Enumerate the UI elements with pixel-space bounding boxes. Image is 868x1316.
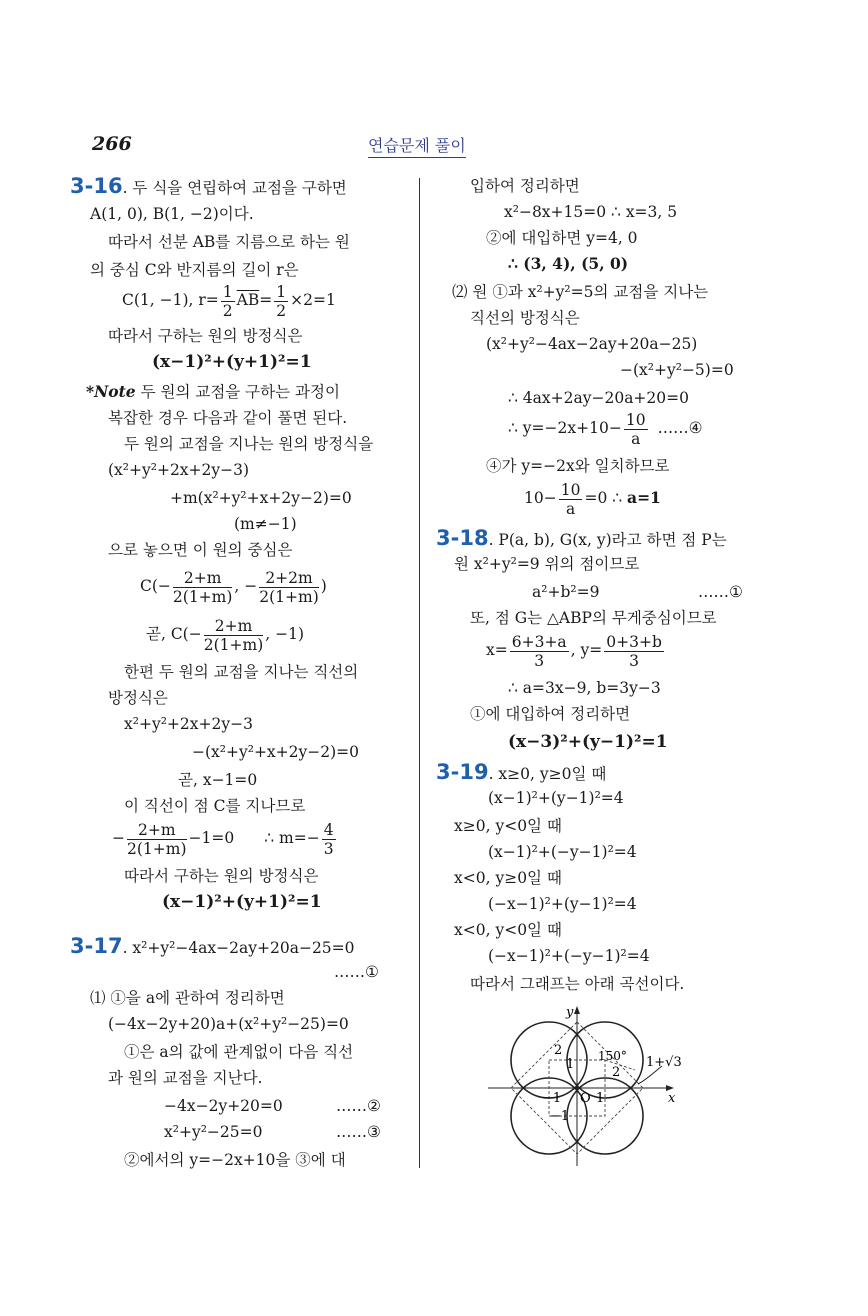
- text-line: 으로 놓으면 이 원의 중심은: [108, 541, 293, 559]
- equation-line: (−x−1)²+(−y−1)²=4: [488, 947, 650, 965]
- text-line: A(1, 0), B(1, −2)이다.: [90, 205, 254, 223]
- label-150: 150°: [598, 1049, 627, 1063]
- label-1-right: 1: [596, 1091, 605, 1106]
- text-line: 따라서 선분 AB를 지름으로 하는 원: [108, 233, 350, 251]
- text-line: 직선의 방정식은: [470, 309, 580, 327]
- y-axis-arrow: [574, 1006, 580, 1014]
- problem-3-17-line-1: 3-17. x²+y²−4ax−2ay+20a−25=0: [70, 934, 355, 958]
- problem-3-18-line-1: 3-18. P(a, b), G(x, y)라고 하면 점 P는: [436, 526, 727, 550]
- equation-line: (x−1)²+(y−1)²=4: [488, 789, 624, 807]
- equation-line: − $\frac{2+m}{2(1+m)}$ −1=0 ∴ m=− $\frac{4}{3}$: [112, 820, 334, 858]
- text-line: ④가 y=−2x와 일치하므로: [486, 457, 670, 475]
- equation-line: (x²+y²−4ax−2ay+20a−25): [486, 335, 698, 353]
- note-line: *Note 두 원의 교점을 구하는 과정이: [86, 382, 340, 401]
- text-line: ⑵ 원 ①과 x²+y²=5의 교점을 지나는: [452, 283, 709, 301]
- equation-line: x²−8x+15=0 ∴ x=3, 5: [504, 203, 678, 221]
- label-neg1-bottom: −1: [550, 1109, 570, 1124]
- problem-number: 3-16: [70, 174, 123, 198]
- text-line: 이 직선이 점 C를 지나므로: [124, 797, 306, 815]
- label-root: 1+√3: [646, 1055, 682, 1070]
- four-circle-graph: [480, 1000, 700, 1170]
- text-line: 과 원의 교점을 지난다.: [108, 1069, 263, 1087]
- equation-line: ∴ y=−2x+10− $\frac{10}{a}$ ……④: [508, 410, 703, 448]
- equation-line: (m≠−1): [234, 515, 297, 533]
- origin-label: O: [580, 1091, 591, 1106]
- problem-3-19-line-1: 3-19. x≥0, y≥0일 때: [436, 760, 607, 784]
- text-line: ⑴ ①을 a에 관하여 정리하면: [90, 989, 285, 1007]
- text-line: 복잡한 경우 다음과 같이 풀면 된다.: [108, 409, 348, 427]
- text-line: x<0, y≥0일 때: [454, 869, 562, 887]
- text-line: 또, 점 G는 △ABP의 무게중심이므로: [470, 609, 717, 627]
- answer: ∴ (3, 4), (5, 0): [508, 254, 629, 273]
- equation-tag: ……③: [336, 1123, 381, 1141]
- equation-line: ∴ a=3x−9, b=3y−3: [508, 679, 661, 697]
- page-number: 266: [92, 133, 132, 155]
- column-divider: [419, 178, 420, 1168]
- x-axis-label: x: [668, 1091, 676, 1106]
- equation-line: x= $\frac{6+3+a}{3}$ , y= $\frac{0+3+b}{3}$: [486, 632, 662, 670]
- y-axis-label: y: [566, 1005, 574, 1020]
- equation-line: 곧, C(− $\frac{2+m}{2(1+m)}$ , −1): [146, 616, 304, 654]
- text-line: 한편 두 원의 교점을 지나는 직선의: [124, 663, 359, 681]
- problem-number: 3-18: [436, 526, 489, 550]
- equation-line: +m(x²+y²+x+2y−2)=0: [170, 489, 352, 507]
- equation-line: a²+b²=9: [532, 583, 600, 601]
- text-line: 따라서 구하는 원의 방정식은: [108, 327, 303, 345]
- equation-line: x²+y²−25=0: [164, 1123, 263, 1141]
- text-line: 두 원의 교점을 지나는 원의 방정식을: [124, 435, 374, 453]
- text-line: 방정식은: [108, 689, 168, 707]
- text-line: 따라서 구하는 원의 방정식은: [124, 867, 319, 885]
- page-title: 연습문제 풀이: [368, 133, 466, 158]
- equation-line: C(1, −1), r= $\frac{1}{2}$ $\overline{AB}=$ $\frac{1}{2}$ ×2=1: [122, 282, 336, 320]
- problem-3-16-line-1: 3-16. 두 식을 연립하여 교점을 구하면: [70, 174, 347, 198]
- text-line: ①은 a의 값에 관계없이 다음 직선: [124, 1043, 354, 1061]
- text-line: x<0, y<0일 때: [454, 921, 562, 939]
- equation-line: (x−1)²+(−y−1)²=4: [488, 843, 637, 861]
- equation-line: −4x−2y+20=0: [164, 1097, 283, 1115]
- label-neg1-left: −1: [542, 1091, 562, 1106]
- equation-tag: ……①: [698, 583, 743, 601]
- problem-number: 3-19: [436, 760, 489, 784]
- text-line: ①에 대입하여 정리하면: [470, 705, 631, 723]
- equation-line: ∴ 4ax+2ay−20a+20=0: [508, 389, 689, 407]
- text-line: ②에 대입하면 y=4, 0: [486, 229, 638, 247]
- answer: (x−3)²+(y−1)²=1: [508, 732, 668, 752]
- equation-line: 곧, x−1=0: [178, 771, 258, 789]
- equation-tag: ……①: [334, 963, 379, 981]
- equation-line: C(− $\frac{2+m}{2(1+m)}$ , − $\frac{2+2m}{2(1+m)}$ ): [140, 568, 327, 606]
- equation-tag: ……②: [336, 1097, 381, 1115]
- equation-line: −(x²+y²−5)=0: [620, 361, 734, 379]
- equation-line: (−x−1)²+(y−1)²=4: [488, 895, 637, 913]
- text-line: ②에서의 y=−2x+10을 ③에 대: [124, 1151, 346, 1169]
- answer: (x−1)²+(y+1)²=1: [152, 352, 312, 372]
- equation-line: (−4x−2y+20)a+(x²+y²−25)=0: [108, 1015, 349, 1033]
- equation-line: 10− $\frac{10}{a}$ =0 ∴ a=1: [524, 480, 661, 518]
- problem-number: 3-17: [70, 934, 123, 958]
- label-2-slant: 2: [612, 1065, 621, 1080]
- text-line: 입하여 정리하면: [470, 177, 580, 195]
- text-line: 따라서 그래프는 아래 곡선이다.: [470, 975, 685, 993]
- text-line: 의 중심 C와 반지름의 길이 r은: [90, 261, 299, 279]
- equation-line: −(x²+y²+x+2y−2)=0: [192, 743, 360, 761]
- label-1-top: 1: [566, 1057, 575, 1072]
- equation-line: x²+y²+2x+2y−3: [124, 715, 253, 733]
- text-line: x≥0, y<0일 때: [454, 817, 562, 835]
- label-2: 2: [554, 1043, 563, 1058]
- equation-line: (x²+y²+2x+2y−3): [108, 461, 250, 479]
- text-line: 원 x²+y²=9 위의 점이므로: [454, 555, 640, 573]
- answer: (x−1)²+(y+1)²=1: [162, 892, 322, 912]
